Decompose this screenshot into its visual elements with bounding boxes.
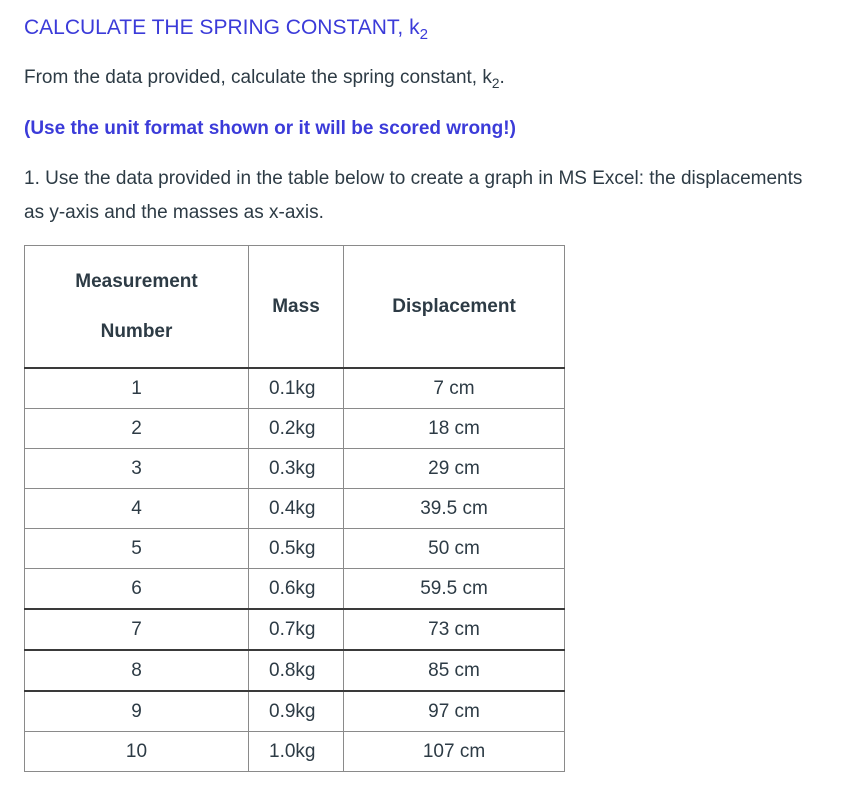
table-row <box>25 449 565 489</box>
cell-mass: 0.9kg <box>249 691 344 732</box>
data-table <box>24 245 565 772</box>
table-row <box>25 650 565 691</box>
cell-number: 5 <box>25 529 249 569</box>
table-header-row <box>25 246 565 369</box>
cell-mass: 0.6kg <box>249 569 344 610</box>
cell-number: 1 <box>25 368 249 409</box>
cell-displacement: 59.5 cm <box>344 569 565 610</box>
page-title: CALCULATE THE SPRING CONSTANT, $k_2$ <box>24 16 428 44</box>
unit-format-warning: (Use the unit format shown or it will be scored wrong!) <box>24 118 516 139</box>
cell-displacement: 39.5 cm <box>344 489 565 529</box>
cell-mass: 0.4kg <box>249 489 344 529</box>
table-row <box>25 732 565 772</box>
cell-number: 9 <box>25 691 249 732</box>
table-row <box>25 609 565 650</box>
cell-mass: 1.0kg <box>249 732 344 772</box>
table-row <box>25 529 565 569</box>
cell-mass: 0.1kg <box>249 368 344 409</box>
cell-displacement: 7 cm <box>344 368 565 409</box>
cell-displacement: 29 cm <box>344 449 565 489</box>
cell-displacement: 50 cm <box>344 529 565 569</box>
cell-displacement: 85 cm <box>344 650 565 691</box>
header-displacement: Displacement <box>344 246 565 369</box>
table-row <box>25 691 565 732</box>
cell-number: 6 <box>25 569 249 610</box>
table-row <box>25 489 565 529</box>
cell-number: 7 <box>25 609 249 650</box>
cell-displacement: 73 cm <box>344 609 565 650</box>
cell-number: 2 <box>25 409 249 449</box>
header-mass: Mass <box>249 246 344 369</box>
cell-displacement: 97 cm <box>344 691 565 732</box>
cell-number: 8 <box>25 650 249 691</box>
cell-number: 3 <box>25 449 249 489</box>
cell-mass: 0.8kg <box>249 650 344 691</box>
header-measurement-number: Measurement Number <box>25 246 249 369</box>
cell-number: 10 <box>25 732 249 772</box>
intro-text: From the data provided, calculate the spring constant, $k_2$. <box>24 67 505 91</box>
cell-number: 4 <box>25 489 249 529</box>
table-row <box>25 368 565 409</box>
table-row <box>25 409 565 449</box>
cell-mass: 0.3kg <box>249 449 344 489</box>
cell-displacement: 18 cm <box>344 409 565 449</box>
cell-mass: 0.7kg <box>249 609 344 650</box>
instruction-text: 1. Use the data provided in the table below to create a graph in MS Excel: the displacements as y-axis and the masses as x-axis. <box>24 168 803 223</box>
cell-mass: 0.2kg <box>249 409 344 449</box>
cell-mass: 0.5kg <box>249 529 344 569</box>
table-row <box>25 569 565 610</box>
cell-displacement: 107 cm <box>344 732 565 772</box>
